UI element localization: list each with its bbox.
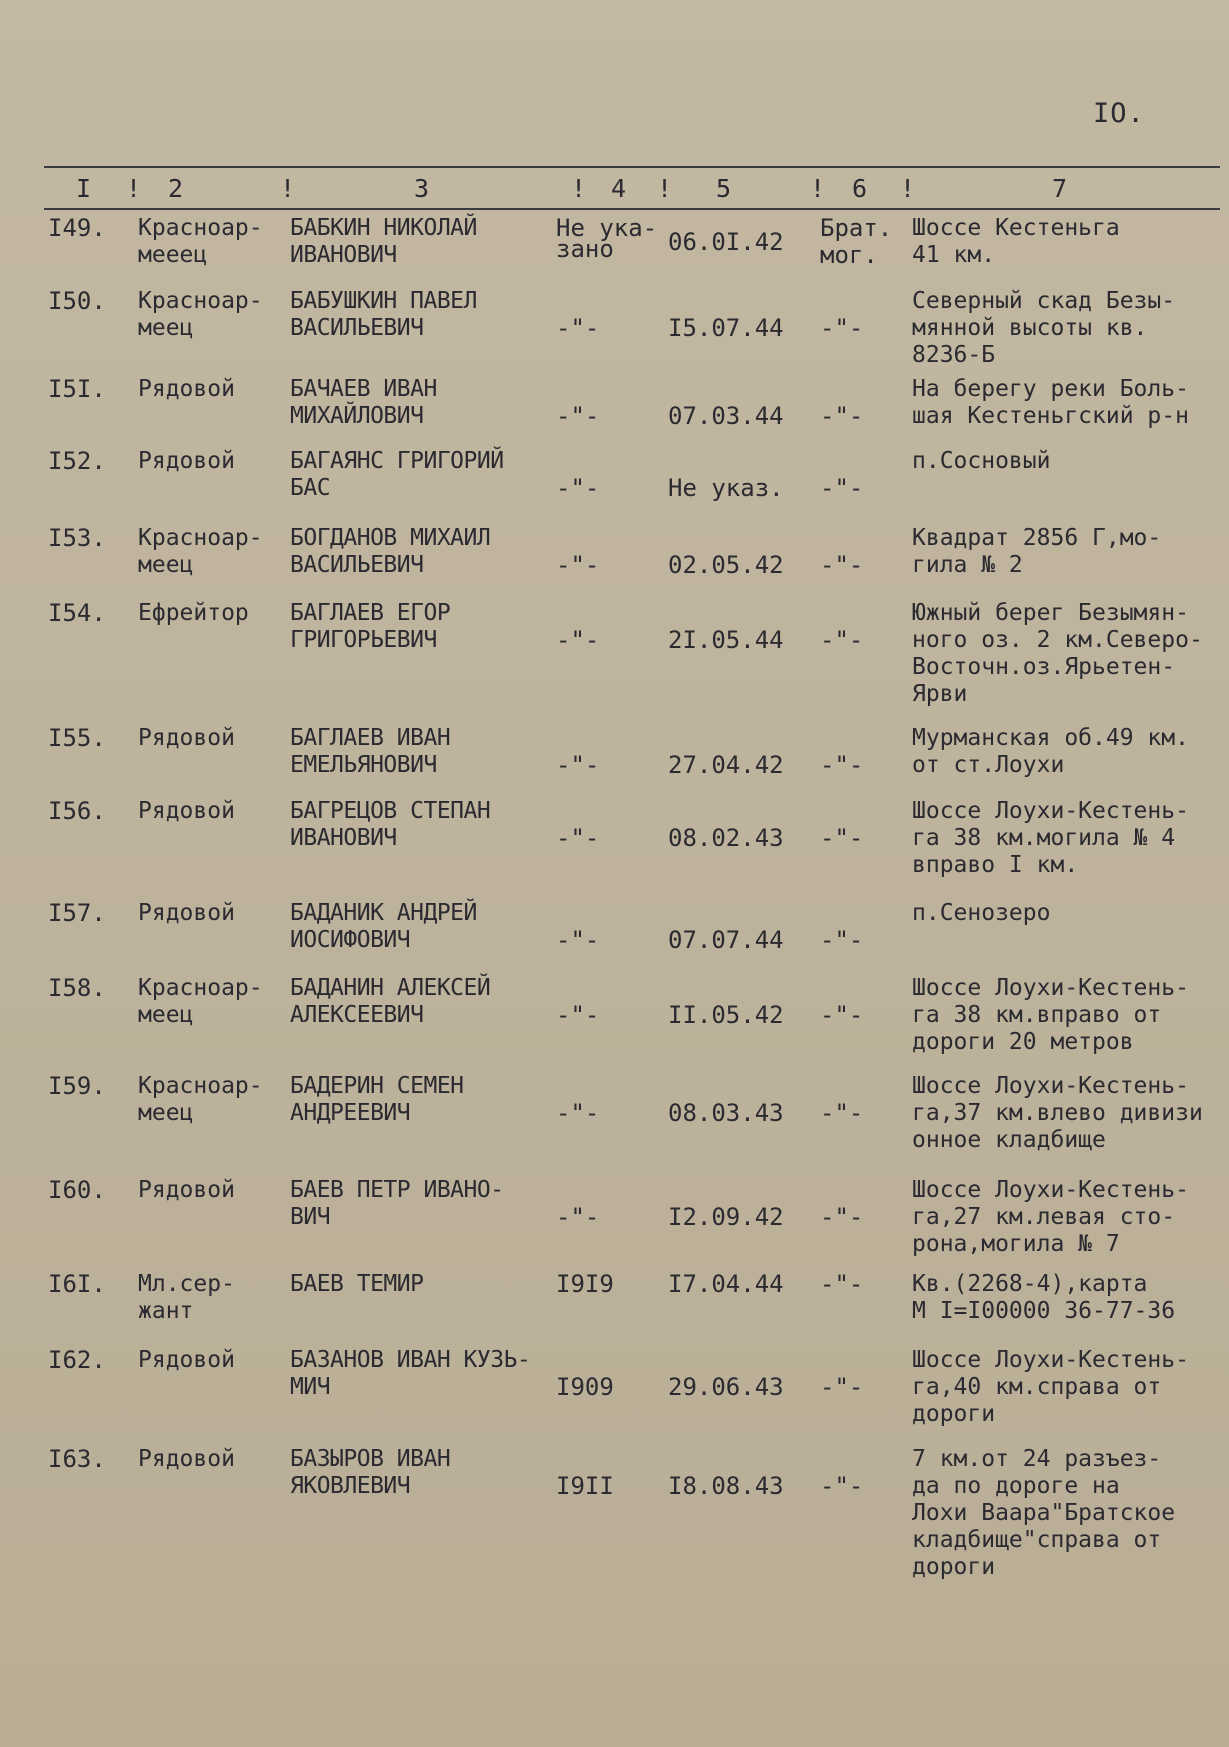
- burial-place-cell: гила № 2: [912, 552, 1023, 578]
- military-rank-cell: меец: [138, 315, 194, 341]
- birth-year-cell: зано: [556, 235, 614, 263]
- burial-place-cell: га 38 км.вправо от: [912, 1002, 1162, 1028]
- col-header-5: 5: [716, 174, 732, 203]
- full-name-cell: БАЕВ ТЕМИР: [290, 1271, 424, 1297]
- birth-year-cell: -"-: [556, 1203, 600, 1231]
- military-rank-cell: Рядовой: [138, 1446, 235, 1472]
- military-rank-cell: Рядовой: [138, 725, 235, 751]
- birth-year-cell: -"-: [556, 824, 600, 852]
- page-number: IO.: [1093, 98, 1145, 129]
- burial-place-cell: от ст.Лоухи: [912, 752, 1065, 778]
- birth-year-cell: -"-: [556, 1001, 600, 1029]
- full-name-cell: ИВАНОВИЧ: [290, 825, 397, 851]
- burial-place-cell: Кв.(2268-4),карта: [912, 1271, 1148, 1297]
- col-header-4: 4: [611, 174, 627, 203]
- full-name-cell: ВАСИЛЬЕВИЧ: [290, 315, 424, 341]
- burial-place-cell: онное кладбище: [912, 1127, 1106, 1153]
- military-rank-cell: меeец: [138, 242, 208, 268]
- record-number-cell: I60.: [48, 1176, 106, 1204]
- military-rank-cell: Красноар-: [138, 975, 263, 1001]
- header-top-rule: [44, 166, 1220, 168]
- record-number-cell: I59.: [48, 1072, 106, 1100]
- full-name-cell: ИВАНОВИЧ: [290, 242, 397, 268]
- birth-year-cell: -"-: [556, 314, 600, 342]
- full-name-cell: БАДЕРИН СЕМЕН: [290, 1073, 464, 1099]
- full-name-cell: МИХАЙЛОВИЧ: [290, 403, 424, 429]
- burial-place-cell: На берегу реки Боль-: [912, 376, 1189, 402]
- birth-year-cell: -"-: [556, 551, 600, 579]
- burial-place-cell: Лохи Ваара"Братское: [912, 1500, 1176, 1526]
- full-name-cell: БАДАНИН АЛЕКСЕЙ: [290, 975, 491, 1001]
- burial-place-cell: дороги 20 метров: [912, 1029, 1134, 1055]
- record-number-cell: I49.: [48, 214, 106, 242]
- military-rank-cell: меец: [138, 552, 194, 578]
- date-of-death-cell: 08.02.43: [668, 824, 784, 852]
- burial-type-cell: -"-: [820, 626, 864, 654]
- burial-place-cell: М I=I00000 36-77-36: [912, 1298, 1176, 1324]
- col-sep: !: [900, 174, 916, 203]
- military-rank-cell: Рядовой: [138, 448, 235, 474]
- burial-type-cell: -"-: [820, 1373, 864, 1401]
- col-header-3: 3: [414, 174, 430, 203]
- burial-type-cell: -"-: [820, 1472, 864, 1500]
- burial-type-cell: -"-: [820, 1099, 864, 1127]
- burial-type-cell: -"-: [820, 402, 864, 430]
- burial-place-cell: Восточн.оз.Ярьетен-: [912, 654, 1176, 680]
- col-header-7: 7: [1052, 174, 1068, 203]
- burial-place-cell: га,27 км.левая сто-: [912, 1204, 1176, 1230]
- date-of-death-cell: 07.07.44: [668, 926, 784, 954]
- date-of-death-cell: 08.03.43: [668, 1099, 784, 1127]
- burial-place-cell: Мурманская об.49 км.: [912, 725, 1189, 751]
- burial-place-cell: Шоссе Кестеньга: [912, 215, 1120, 241]
- date-of-death-cell: I7.04.44: [668, 1270, 784, 1298]
- burial-place-cell: Шоссе Лоухи-Кестень-: [912, 1073, 1189, 1099]
- military-rank-cell: Рядовой: [138, 900, 235, 926]
- birth-year-cell: -"-: [556, 1099, 600, 1127]
- military-rank-cell: Мл.сер-: [138, 1271, 235, 1297]
- col-sep: !: [571, 174, 587, 203]
- burial-place-cell: п.Сенозеро: [912, 900, 1051, 926]
- date-of-death-cell: 27.04.42: [668, 751, 784, 779]
- burial-place-cell: 7 км.от 24 разъез-: [912, 1446, 1162, 1472]
- date-of-death-cell: 2I.05.44: [668, 626, 784, 654]
- full-name-cell: БАГЛАЕВ ИВАН: [290, 725, 451, 751]
- burial-place-cell: мянной высоты кв.: [912, 315, 1148, 341]
- col-sep: !: [280, 174, 296, 203]
- full-name-cell: ЯКОВЛЕВИЧ: [290, 1473, 411, 1499]
- date-of-death-cell: II.05.42: [668, 1001, 784, 1029]
- burial-place-cell: рона,могила № 7: [912, 1231, 1120, 1257]
- full-name-cell: БАГРЕЦОВ СТЕПАН: [290, 798, 491, 824]
- record-number-cell: I55.: [48, 724, 106, 752]
- record-number-cell: I54.: [48, 599, 106, 627]
- record-number-cell: I5I.: [48, 375, 106, 403]
- burial-type-cell: мог.: [820, 241, 878, 269]
- military-rank-cell: Красноар-: [138, 215, 263, 241]
- date-of-death-cell: 02.05.42: [668, 551, 784, 579]
- record-number-cell: I56.: [48, 797, 106, 825]
- military-rank-cell: Ефрейтор: [138, 600, 249, 626]
- military-rank-cell: Рядовой: [138, 1347, 235, 1373]
- record-number-cell: I50.: [48, 287, 106, 315]
- record-number-cell: I6I.: [48, 1270, 106, 1298]
- record-number-cell: I63.: [48, 1445, 106, 1473]
- full-name-cell: ГРИГОРЬЕВИЧ: [290, 627, 437, 653]
- burial-place-cell: ного оз. 2 км.Северо-: [912, 627, 1203, 653]
- col-sep: !: [126, 174, 142, 203]
- burial-type-cell: -"-: [820, 1001, 864, 1029]
- birth-year-cell: -"-: [556, 926, 600, 954]
- col-header-6: 6: [852, 174, 868, 203]
- birth-year-cell: I9I9: [556, 1270, 614, 1298]
- military-rank-cell: меец: [138, 1002, 194, 1028]
- burial-place-cell: Северный скад Безы-: [912, 288, 1176, 314]
- burial-place-cell: дороги: [912, 1401, 996, 1427]
- date-of-death-cell: Не указ.: [668, 474, 784, 502]
- full-name-cell: БАБУШКИН ПАВЕЛ: [290, 288, 477, 314]
- burial-place-cell: Ярви: [912, 681, 968, 707]
- burial-place-cell: Квадрат 2856 Г,мо-: [912, 525, 1162, 551]
- full-name-cell: БАС: [290, 475, 331, 501]
- military-rank-cell: Рядовой: [138, 1177, 235, 1203]
- burial-place-cell: Южный берег Безымян-: [912, 600, 1189, 626]
- burial-place-cell: Шоссе Лоухи-Кестень-: [912, 975, 1189, 1001]
- burial-place-cell: п.Сосновый: [912, 448, 1051, 474]
- date-of-death-cell: 06.0I.42: [668, 228, 784, 256]
- birth-year-cell: I9II: [556, 1472, 614, 1500]
- burial-place-cell: 8236-Б: [912, 342, 996, 368]
- military-rank-cell: Рядовой: [138, 376, 235, 402]
- burial-place-cell: вправо I км.: [912, 852, 1079, 878]
- col-header-2: 2: [168, 174, 184, 203]
- burial-place-cell: га,40 км.справа от: [912, 1374, 1162, 1400]
- col-sep: !: [657, 174, 673, 203]
- burial-place-cell: дороги: [912, 1554, 996, 1580]
- full-name-cell: БАГАЯНС ГРИГОРИЙ: [290, 448, 504, 474]
- date-of-death-cell: I8.08.43: [668, 1472, 784, 1500]
- birth-year-cell: Не ука-: [556, 214, 658, 242]
- full-name-cell: АЛЕКСЕЕВИЧ: [290, 1002, 424, 1028]
- military-rank-cell: Красноар-: [138, 288, 263, 314]
- date-of-death-cell: I2.09.42: [668, 1203, 784, 1231]
- burial-type-cell: Брат.: [820, 214, 893, 242]
- full-name-cell: БАЕВ ПЕТР ИВАНО-: [290, 1177, 504, 1203]
- record-number-cell: I53.: [48, 524, 106, 552]
- military-rank-cell: меец: [138, 1100, 194, 1126]
- birth-year-cell: -"-: [556, 474, 600, 502]
- military-rank-cell: Красноар-: [138, 525, 263, 551]
- full-name-cell: ВАСИЛЬЕВИЧ: [290, 552, 424, 578]
- burial-place-cell: Шоссе Лоухи-Кестень-: [912, 1347, 1189, 1373]
- birth-year-cell: -"-: [556, 751, 600, 779]
- military-rank-cell: Рядовой: [138, 798, 235, 824]
- full-name-cell: ИОСИФОВИЧ: [290, 927, 411, 953]
- burial-type-cell: -"-: [820, 751, 864, 779]
- birth-year-cell: -"-: [556, 402, 600, 430]
- col-sep: !: [810, 174, 826, 203]
- full-name-cell: БАГЛАЕВ ЕГОР: [290, 600, 451, 626]
- burial-place-cell: 41 км.: [912, 242, 996, 268]
- full-name-cell: МИЧ: [290, 1374, 331, 1400]
- full-name-cell: БАЧАЕВ ИВАН: [290, 376, 437, 402]
- date-of-death-cell: I5.07.44: [668, 314, 784, 342]
- burial-place-cell: кладбище"справа от: [912, 1527, 1162, 1553]
- military-rank-cell: жант: [138, 1298, 194, 1324]
- burial-place-cell: Шоссе Лоухи-Кестень-: [912, 1177, 1189, 1203]
- burial-type-cell: -"-: [820, 926, 864, 954]
- col-header-1: I: [76, 174, 92, 203]
- burial-place-cell: да по дороге на: [912, 1473, 1120, 1499]
- burial-place-cell: шая Кестеньгский р-н: [912, 403, 1189, 429]
- burial-type-cell: -"-: [820, 1270, 864, 1298]
- record-number-cell: I57.: [48, 899, 106, 927]
- full-name-cell: БАБКИН НИКОЛАЙ: [290, 215, 477, 241]
- burial-type-cell: -"-: [820, 551, 864, 579]
- record-number-cell: I58.: [48, 974, 106, 1002]
- full-name-cell: БАЗАНОВ ИВАН КУЗЬ-: [290, 1347, 531, 1373]
- birth-year-cell: I909: [556, 1373, 614, 1401]
- record-number-cell: I62.: [48, 1346, 106, 1374]
- burial-type-cell: -"-: [820, 1203, 864, 1231]
- full-name-cell: БАДАНИК АНДРЕЙ: [290, 900, 477, 926]
- burial-type-cell: -"-: [820, 824, 864, 852]
- record-number-cell: I52.: [48, 447, 106, 475]
- burial-place-cell: га,37 км.влево дивизи: [912, 1100, 1203, 1126]
- burial-type-cell: -"-: [820, 474, 864, 502]
- full-name-cell: БАЗЫРОВ ИВАН: [290, 1446, 451, 1472]
- burial-type-cell: -"-: [820, 314, 864, 342]
- date-of-death-cell: 29.06.43: [668, 1373, 784, 1401]
- burial-place-cell: Шоссе Лоухи-Кестень-: [912, 798, 1189, 824]
- full-name-cell: БОГДАНОВ МИХАИЛ: [290, 525, 491, 551]
- military-rank-cell: Красноар-: [138, 1073, 263, 1099]
- full-name-cell: ВИЧ: [290, 1204, 331, 1230]
- birth-year-cell: -"-: [556, 626, 600, 654]
- header-bottom-rule: [44, 208, 1220, 210]
- date-of-death-cell: 07.03.44: [668, 402, 784, 430]
- burial-place-cell: га 38 км.могила № 4: [912, 825, 1176, 851]
- full-name-cell: ЕМЕЛЬЯНОВИЧ: [290, 752, 437, 778]
- full-name-cell: АНДРЕЕВИЧ: [290, 1100, 411, 1126]
